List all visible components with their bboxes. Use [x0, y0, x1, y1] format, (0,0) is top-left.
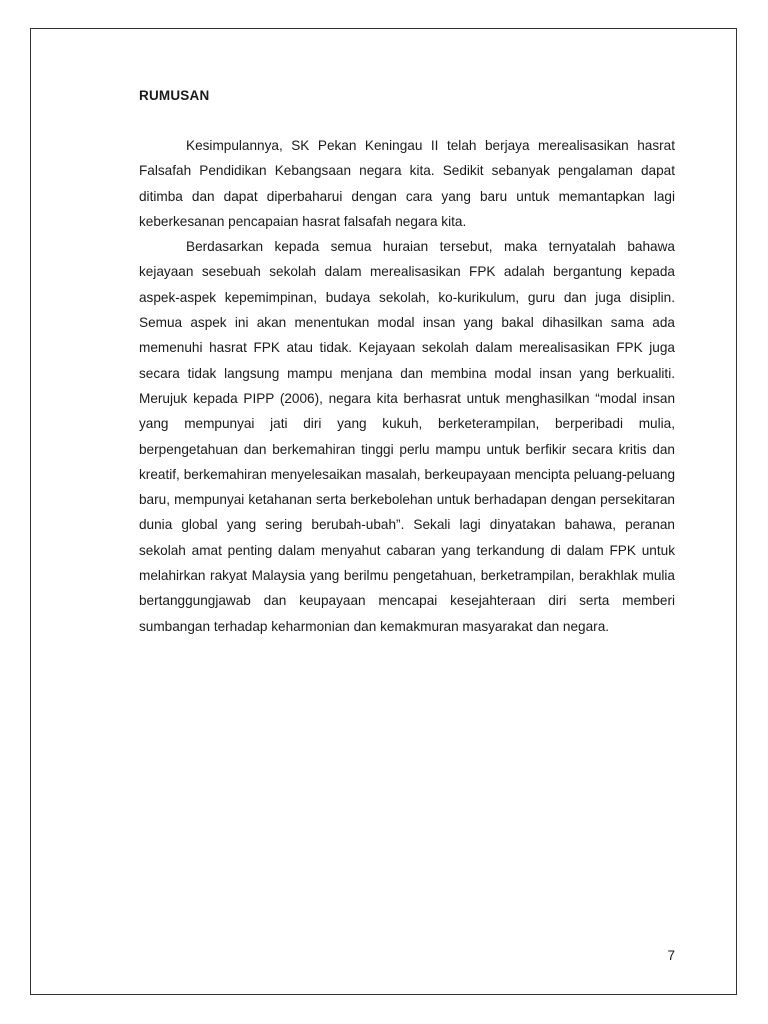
document-body [139, 86, 675, 639]
section-heading: RUMUSAN [139, 88, 210, 103]
paragraph-summary: Berdasarkan kepada semua huraian tersebut, maka ternyatalah bahawa kejayaan sesebuah sekolah dalam merealisasikan FPK adalah bergantung kepada aspek-aspek kepemimpinan, budaya sekolah, ko-kurikulum, guru dan juga disiplin. Semua aspek ini akan menentukan modal insan yang bakal dihasilkan sama ada memenuhi hasrat FPK atau tidak. Kejayaan sekolah dalam merealisasikan FPK juga secara tidak langsung mampu menjana dan membina modal insan yang berkualiti. Merujuk kepada PIPP (2006), negara kita berhasrat untuk menghasilkan “modal insan yang mempunyai jati diri yang kukuh, berketerampilan, berperibadi mulia, berpengetahuan dan berkemahiran tinggi perlu mampu untuk berfikir secara kritis dan kreatif, berkemahiran menyelesaikan masalah, berkeupayaan mencipta peluang-peluang baru, mempunyai ketahanan serta berkebolehan untuk berhadapan dengan persekitaran dunia global yang sering berubah-ubah”. Sekali lagi dinyatakan bahawa, peranan sekolah amat penting dalam menyahut cabaran yang terkandung di dalam FPK untuk melahirkan rakyat Malaysia yang berilmu pengetahuan, berketrampilan, berakhlak mulia bertanggungjawab dan keupayaan mencapai kesejahteraan diri serta memberi sumbangan terhadap keharmonian dan kemakmuran masyarakat dan negara. [139, 239, 675, 634]
paragraph-conclusion: Kesimpulannya, SK Pekan Keningau II telah berjaya merealisasikan hasrat Falsafah Pendidikan Kebangsaan negara kita. Sedikit sebanyak pengalaman dapat ditimba dan dapat diperbaharui dengan cara yang baru untuk memantapkan lagi keberkesanan pencapaian hasrat falsafah negara kita. [139, 138, 675, 229]
page-number: 7 [667, 948, 675, 963]
